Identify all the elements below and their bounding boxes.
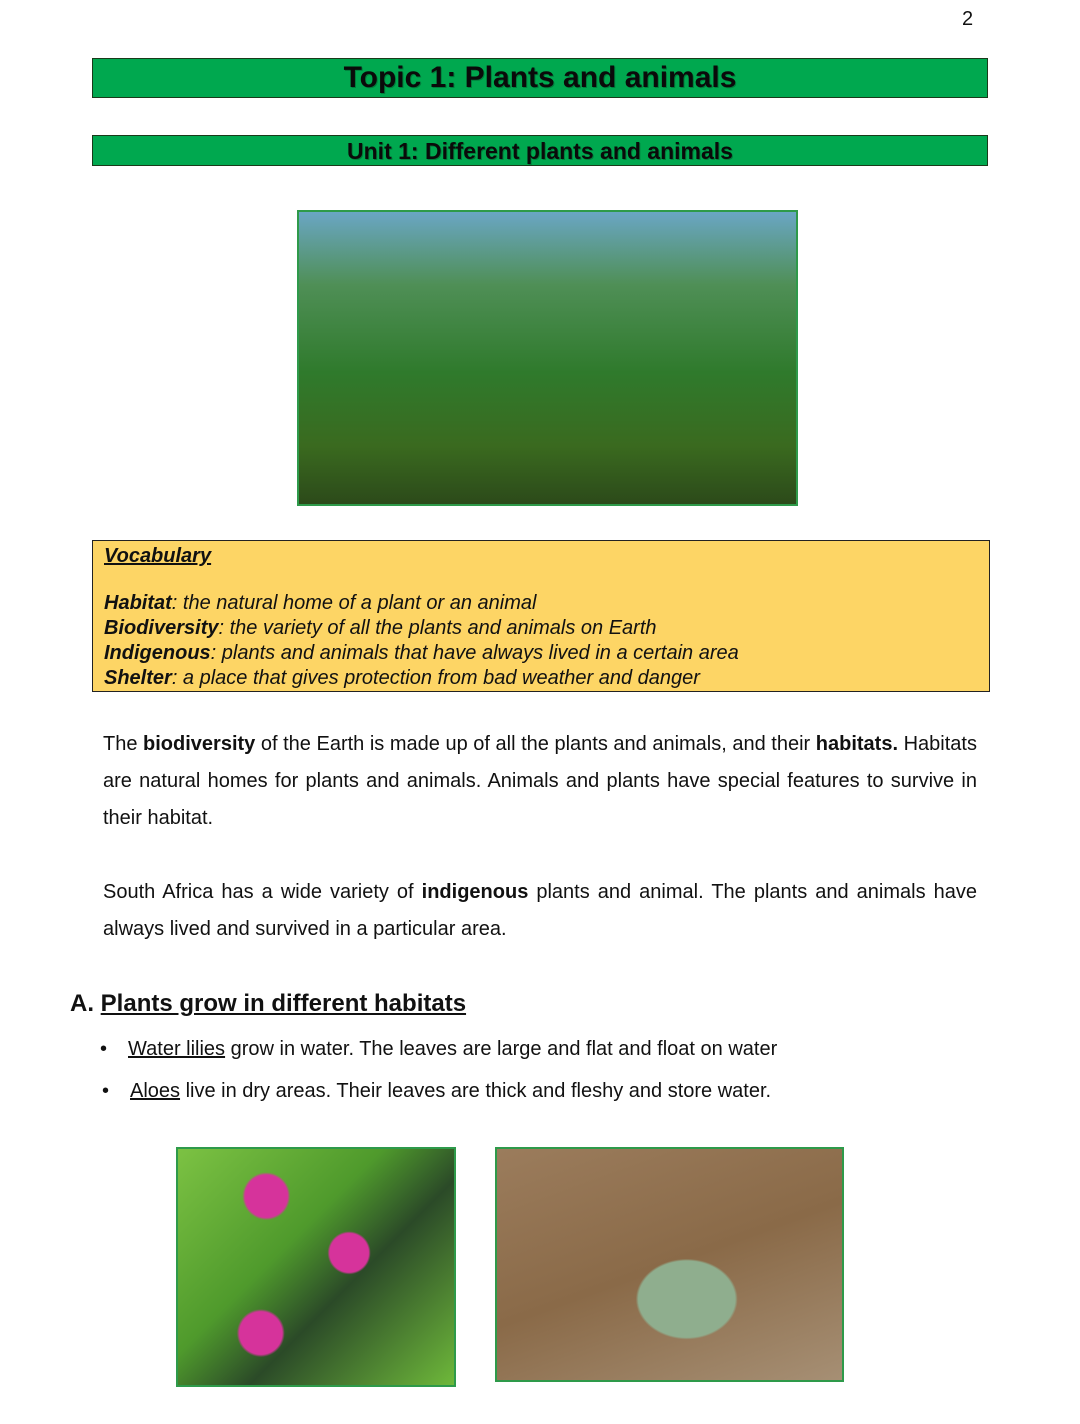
vocab-definition: : the variety of all the plants and animals on Earth xyxy=(218,617,657,639)
vocab-item-indigenous xyxy=(104,641,978,666)
bullet-icon: • xyxy=(102,1080,110,1102)
vocab-definition: : a place that gives protection from bad weather and danger xyxy=(171,667,700,689)
vocab-item-shelter xyxy=(104,666,978,691)
unit-title-banner: Unit 1: Different plants and animals xyxy=(92,135,988,166)
vocab-item-biodiversity xyxy=(104,616,978,641)
bullet-water-lilies: • Water lilies grow in water. The leaves are large and flat and float on water xyxy=(100,1038,778,1060)
vocabulary-box xyxy=(92,540,990,692)
vocab-item-habitat xyxy=(104,591,978,616)
section-a-heading xyxy=(70,990,466,1018)
vocab-term: Habitat xyxy=(104,592,172,614)
indigenous-paragraph: South Africa has a wide variety of indigenous plants and animal. The plants and animals have always lived and survived in a particular area. xyxy=(103,881,977,940)
vocab-term: Indigenous xyxy=(104,642,211,664)
bullet-aloes: • Aloes live in dry areas. Their leaves are thick and fleshy and store water. xyxy=(102,1080,772,1102)
vocab-term: Biodiversity xyxy=(104,617,219,639)
vocab-definition: : plants and animals that have always lived in a certain area xyxy=(210,642,739,664)
vocab-term: Shelter xyxy=(104,667,172,689)
section-title: Plants grow in different habitats xyxy=(100,990,467,1017)
section-prefix: A. xyxy=(70,990,101,1017)
page-number: 2 xyxy=(962,8,974,30)
water-lilies-image xyxy=(176,1147,456,1387)
vocab-definition: : the natural home of a plant or an animal xyxy=(171,592,537,614)
vocabulary-title: Vocabulary xyxy=(104,545,212,567)
biodiversity-paragraph: The biodiversity of the Earth is made up of all the plants and animals, and their habitats. Habitats are natural homes for plants and animals. Animals and plants have special features to survive in their habitat. xyxy=(103,733,977,829)
topic-title-banner: Topic 1: Plants and animals xyxy=(92,58,988,98)
bullet-icon: • xyxy=(100,1038,108,1060)
aloe-image xyxy=(495,1147,844,1382)
forest-habitat-image xyxy=(297,210,798,506)
